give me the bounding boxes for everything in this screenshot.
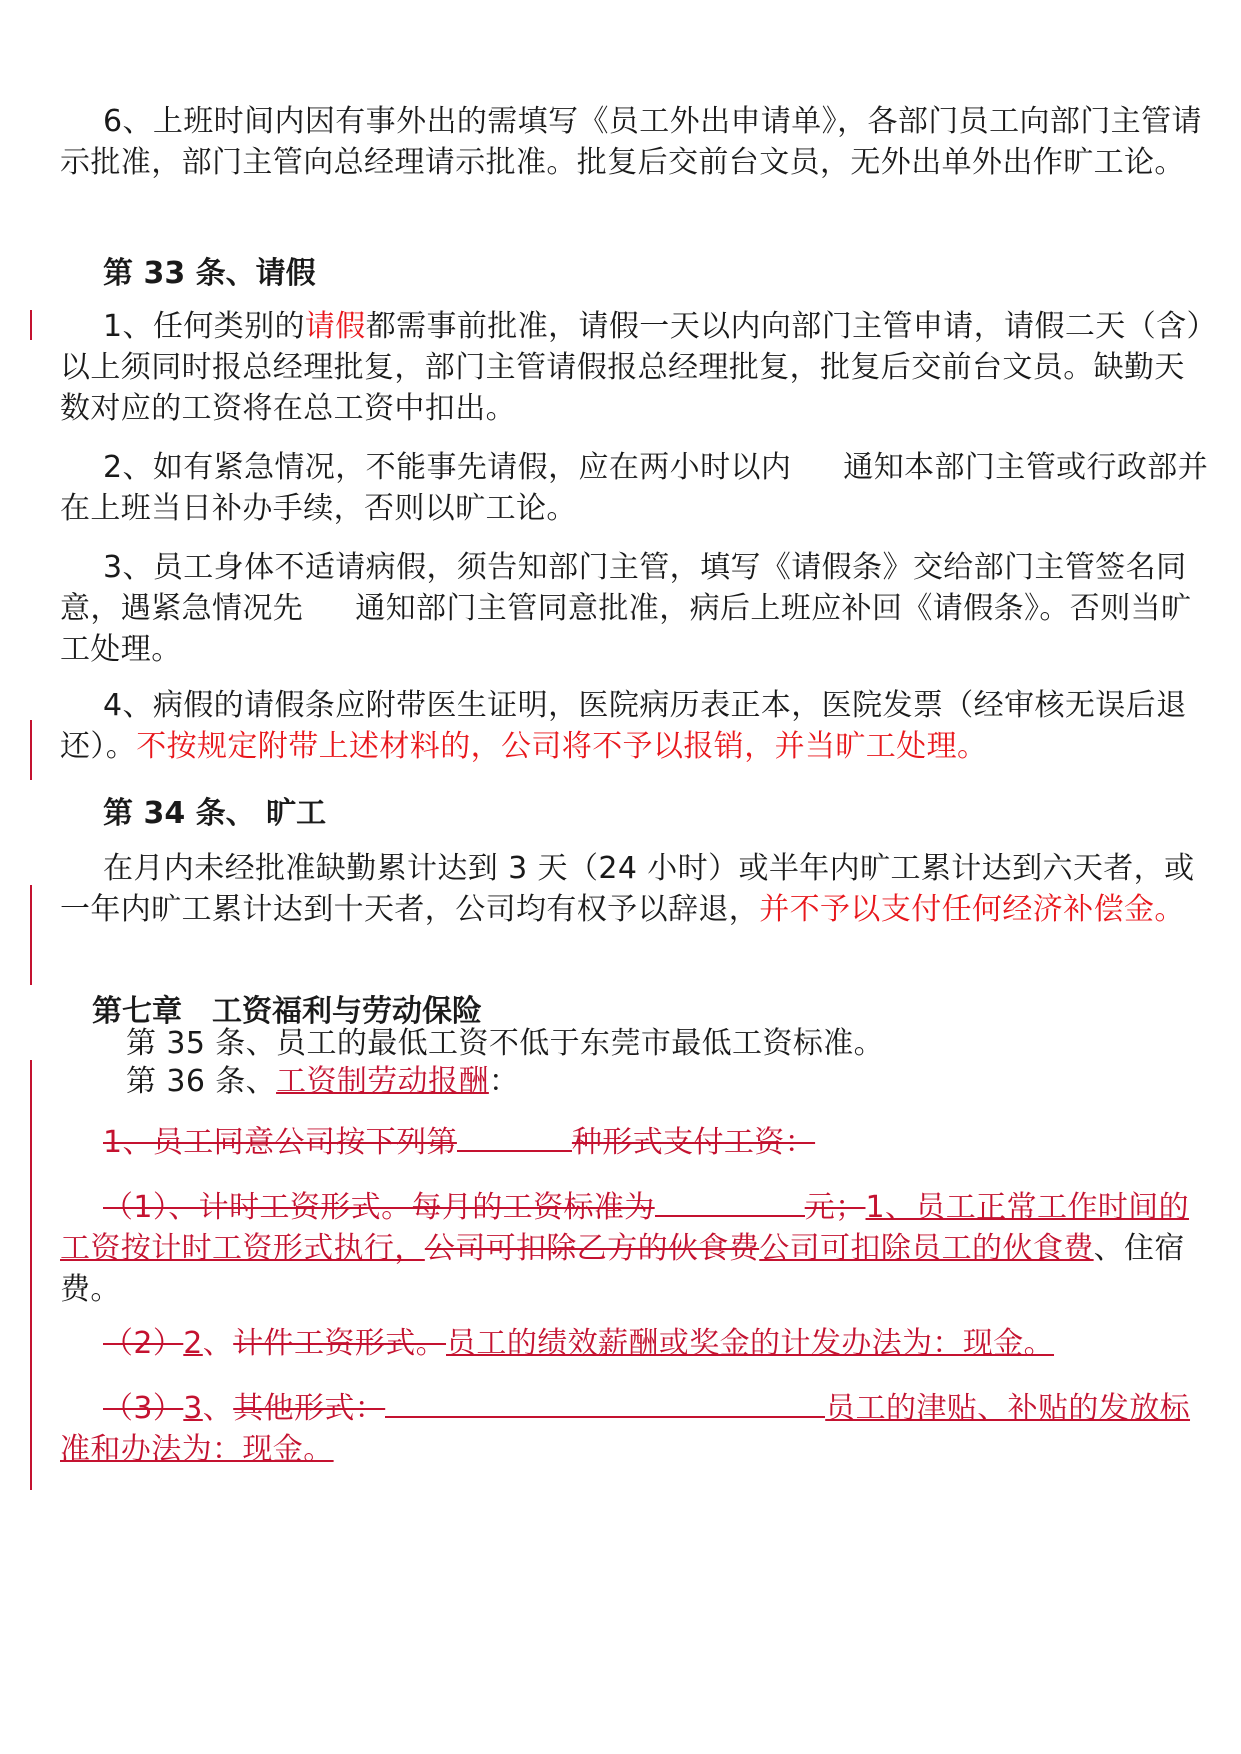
wage-line-2 bbox=[60, 1187, 1210, 1310]
article-34-text-a: 在月内未经批准缺勤累计达到 3 天（24 小时）或半年内旷工累计达到六天者，或一年内旷工累计达到十天者，公司均有权予以辞退， bbox=[60, 851, 1195, 927]
item-3-text-b: 通知部门主管同意批准，病后上班应补回《请假条》。否则当旷工处理。 bbox=[60, 591, 1192, 667]
article-36-inserted: 工资制劳动报酬 bbox=[276, 1064, 489, 1099]
item-1-text-a: 1、任何类别的 bbox=[103, 309, 305, 344]
article-36 bbox=[126, 1061, 1241, 1102]
separator: 、 bbox=[202, 1391, 234, 1426]
fill-blank bbox=[457, 1124, 572, 1152]
item-2-text-a: 2、如有紧急情况，不能事先请假，应在两小时以内 bbox=[103, 450, 792, 485]
article-33-heading: 第 33 条、请假 bbox=[103, 256, 316, 291]
article-33-item-3 bbox=[60, 547, 1210, 670]
item-4-highlight: 不按规定附带上述材料的，公司将不予以报销，并当旷工处理。 bbox=[136, 729, 988, 764]
article-36-prefix: 第 36 条、 bbox=[126, 1064, 277, 1099]
article-33-item-4 bbox=[60, 685, 1210, 767]
wage-line-1 bbox=[60, 1122, 1210, 1163]
item-3-text-a: 3、员工身体不适请病假，须告知部门主管，填写《请假条》交给部门主管签名同意，遇紧急情况先 bbox=[60, 550, 1187, 626]
separator: 、 bbox=[202, 1326, 234, 1361]
item-1-text-b: 都需事前批准，请假一天以内向部门主管申请，请假二天（含）以上须同时报总经理批复，部门主管请假报总经理批复，批复后交前台文员。缺勤天数对应的工资将在总工资中扣出。 bbox=[60, 309, 1202, 426]
deleted-text: 计件工资形式。 bbox=[233, 1326, 447, 1361]
inserted-text: 公司可扣除员工的伙食费 bbox=[759, 1231, 1094, 1266]
revision-bar bbox=[30, 1060, 32, 1490]
revision-bar bbox=[30, 885, 32, 985]
revision-bar bbox=[30, 310, 32, 340]
wage-line-3 bbox=[60, 1323, 1210, 1364]
chapter-7-heading: 第七章 工资福利与劳动保险 bbox=[92, 994, 482, 1029]
article-35: 第 35 条、员工的最低工资不低于东莞市最低工资标准。 bbox=[126, 1026, 885, 1061]
revision-bar bbox=[30, 720, 32, 780]
inserted-text: 2 bbox=[183, 1326, 203, 1361]
article-34-text bbox=[60, 848, 1210, 930]
fill-blank bbox=[655, 1189, 805, 1217]
item-2-text-b: 通知本部门主管或行政部并在上班当日补办手续，否则以旷工论。 bbox=[60, 450, 1209, 526]
deleted-text: 公司可扣除乙方的伙食费 bbox=[424, 1231, 760, 1266]
paragraph-6 bbox=[60, 101, 1210, 183]
deleted-text: 种形式支付工资： bbox=[571, 1125, 816, 1160]
inserted-text: 1、员工正常工作时间的工资按计时工资形式执行， bbox=[60, 1190, 1189, 1266]
fill-blank bbox=[385, 1390, 825, 1418]
article-34-highlight: 并不予以支付任何经济补偿金。 bbox=[759, 892, 1185, 927]
article-33-item-2 bbox=[60, 447, 1210, 529]
deleted-text: 1、员工同意公司按下列第 bbox=[103, 1125, 457, 1160]
article-34-heading: 第 34 条、 旷工 bbox=[103, 796, 327, 831]
deleted-text: （2） bbox=[103, 1326, 184, 1361]
deleted-text: 其他形式： bbox=[233, 1391, 386, 1426]
article-33-item-1 bbox=[60, 306, 1210, 429]
deleted-text: （3） bbox=[103, 1391, 184, 1426]
inserted-text: 3 bbox=[183, 1391, 203, 1426]
inserted-text: 员工的津贴、补贴的发放标准和办法为：现金。 bbox=[60, 1391, 1191, 1467]
inserted-text: 员工的绩效薪酬或奖金的计发办法为：现金。 bbox=[446, 1326, 1055, 1361]
item-1-highlight: 请假 bbox=[304, 309, 366, 344]
paragraph-6-text: 6、上班时间内因有事外出的需填写《员工外出申请单》，各部门员工向部门主管请示批准，部门主管向总经理请示批准。批复后交前台文员，无外出单外出作旷工论。 bbox=[60, 104, 1202, 180]
plain-text: 、住宿费。 bbox=[60, 1231, 1185, 1307]
wage-line-4 bbox=[60, 1388, 1210, 1470]
deleted-text: 元； bbox=[804, 1190, 866, 1225]
item-4-text-a: 4、病假的请假条应附带医生证明，医院病历表正本，医院发票（经审核无误后退还）。 bbox=[60, 688, 1187, 764]
article-36-suffix: ： bbox=[488, 1064, 520, 1099]
deleted-text: （1）、计时工资形式。每月的工资标准为 bbox=[103, 1190, 655, 1225]
